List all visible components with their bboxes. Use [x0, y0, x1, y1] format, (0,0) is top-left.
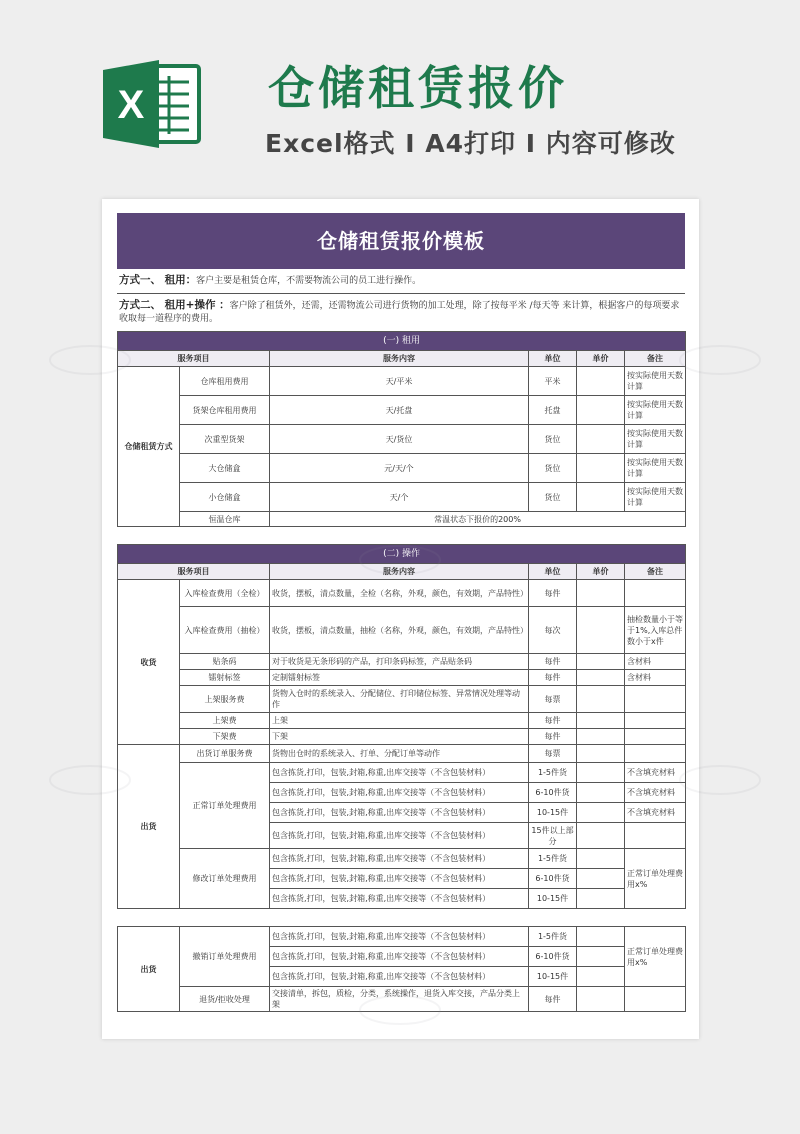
item-cell: 修改订单处理费用 — [180, 849, 270, 909]
note-cell: 按实际使用天数计算 — [625, 367, 686, 396]
price-cell[interactable] — [577, 454, 625, 483]
content-cell: 包含拣货,打印，包装,封箱,称重,出库交接等（不含包装材料） — [270, 763, 529, 783]
banner-title: 仓储租赁报价 — [268, 61, 568, 115]
content-cell: 天/货位 — [270, 425, 529, 454]
price-cell[interactable] — [577, 849, 625, 869]
content-cell: 交接清单，拆包，质检，分类，系统操作，退货入库交接，产品分类上架 — [270, 987, 529, 1012]
table-row — [118, 512, 686, 527]
ops-column-headers — [118, 564, 686, 580]
price-cell[interactable] — [577, 686, 625, 713]
unit-cell: 每票 — [529, 686, 577, 713]
price-cell[interactable] — [577, 987, 625, 1012]
banner-subtitle: Excel格式 I A4打印 I 内容可修改 — [265, 129, 676, 158]
unit-cell: 每件 — [529, 654, 577, 670]
content-cell: 天/平米 — [270, 367, 529, 396]
note-cell — [625, 745, 686, 763]
unit-cell: 1-5件货 — [529, 927, 577, 947]
unit-cell: 10-15件 — [529, 967, 577, 987]
note-cell: 正常订单处理费用x% — [625, 927, 686, 987]
mode-one — [117, 269, 685, 294]
content-cell: 天/托盘 — [270, 396, 529, 425]
note-cell: 按实际使用天数计算 — [625, 454, 686, 483]
content-cell: 货物入仓时的系统录入、分配储位、打印储位标签、异常情况处理等动作 — [270, 686, 529, 713]
content-cell: 收货，摆板，清点数量，抽检（名称，外观，颜色，有效期，产品特性） — [270, 607, 529, 654]
unit-cell: 托盘 — [529, 396, 577, 425]
price-cell[interactable] — [577, 823, 625, 849]
header-note: 备注 — [625, 564, 686, 580]
table-row — [118, 367, 686, 396]
table-row — [118, 686, 686, 713]
note-cell — [625, 580, 686, 607]
excel-logo-letter: X — [117, 83, 145, 127]
note-cell — [625, 713, 686, 729]
note-cell: 抽检数量小于等于1%,入库总件数小于x件 — [625, 607, 686, 654]
rent-section-header — [118, 332, 686, 351]
content-cell: 元/天/个 — [270, 454, 529, 483]
price-cell[interactable] — [577, 783, 625, 803]
header-content: 服务内容 — [270, 351, 529, 367]
table-row — [118, 483, 686, 512]
content-cell: 下架 — [270, 729, 529, 745]
item-cell: 出货订单服务费 — [180, 745, 270, 763]
banner — [0, 0, 800, 180]
table-row — [118, 745, 686, 763]
unit-cell: 每票 — [529, 745, 577, 763]
item-cell: 贴条码 — [180, 654, 270, 670]
excel-icon — [103, 58, 203, 150]
mode-one-label: 方式一、 租用： — [119, 274, 197, 286]
content-cell: 包含拣货,打印，包装,封箱,称重,出库交接等（不含包装材料） — [270, 783, 529, 803]
content-cell: 包含拣货,打印，包装,封箱,称重,出库交接等（不含包装材料） — [270, 869, 529, 889]
item-cell: 入库检查费用（全检） — [180, 580, 270, 607]
unit-cell: 平米 — [529, 367, 577, 396]
header-note: 备注 — [625, 351, 686, 367]
price-cell[interactable] — [577, 713, 625, 729]
content-cell: 天/个 — [270, 483, 529, 512]
header-price: 单价 — [577, 564, 625, 580]
unit-cell: 1-5件货 — [529, 849, 577, 869]
operations-table-continued — [117, 926, 686, 1012]
unit-cell: 每次 — [529, 607, 577, 654]
unit-cell: 每件 — [529, 670, 577, 686]
content-cell: 货物出仓时的系统录入、打单、分配订单等动作 — [270, 745, 529, 763]
price-cell[interactable] — [577, 745, 625, 763]
note-cell: 正常订单处理费用x% — [625, 849, 686, 909]
item-cell: 货架仓库租用费用 — [180, 396, 270, 425]
content-cell: 包含拣货,打印，包装,封箱,称重,出库交接等（不含包装材料） — [270, 927, 529, 947]
unit-cell: 每件 — [529, 713, 577, 729]
header-unit: 单位 — [529, 564, 577, 580]
unit-cell: 6-10件货 — [529, 947, 577, 967]
content-cell: 包含拣货,打印，包装,封箱,称重,出库交接等（不含包装材料） — [270, 947, 529, 967]
rent-column-headers — [118, 351, 686, 367]
unit-cell: 每件 — [529, 580, 577, 607]
table-row — [118, 396, 686, 425]
unit-cell: 6-10件货 — [529, 783, 577, 803]
unit-cell: 每件 — [529, 987, 577, 1012]
rent-section-title: (一) 租用 — [118, 332, 686, 351]
price-cell[interactable] — [577, 580, 625, 607]
price-cell[interactable] — [577, 396, 625, 425]
operations-table — [117, 544, 686, 909]
price-cell[interactable] — [577, 803, 625, 823]
item-cell: 仓库租用费用 — [180, 367, 270, 396]
table-row — [118, 763, 686, 783]
unit-cell: 货位 — [529, 483, 577, 512]
note-cell: 不含填充材料 — [625, 803, 686, 823]
item-cell: 上架服务费 — [180, 686, 270, 713]
note-cell: 不含填充材料 — [625, 763, 686, 783]
price-cell[interactable] — [577, 670, 625, 686]
header-item: 服务项目 — [118, 351, 270, 367]
item-cell: 入库检查费用（抽检） — [180, 607, 270, 654]
note-cell — [625, 729, 686, 745]
price-cell[interactable] — [577, 869, 625, 889]
group-label: 出货 — [118, 745, 180, 909]
price-cell[interactable] — [577, 947, 625, 967]
note-cell: 含材料 — [625, 654, 686, 670]
item-cell: 正常订单处理费用 — [180, 763, 270, 849]
item-cell: 恒温仓库 — [180, 512, 270, 527]
table-row — [118, 654, 686, 670]
mode-two-text: 客户除了租赁外，还需，还需物流公司进行货物的加工处理，除了按每平米 /每天等 来计算，根据客户的每项要求收取每一道程序的费用。 — [119, 301, 680, 324]
note-cell — [625, 686, 686, 713]
price-cell[interactable] — [577, 889, 625, 909]
table-row — [118, 713, 686, 729]
price-cell[interactable] — [577, 367, 625, 396]
mode-two-label: 方式二、 租用+操作 ： — [119, 299, 230, 311]
content-cell: 收货，摆板，清点数量，全检（名称，外观，颜色，有效期，产品特性） — [270, 580, 529, 607]
content-cell: 包含拣货,打印，包装,封箱,称重,出库交接等（不含包装材料） — [270, 803, 529, 823]
header-item: 服务项目 — [118, 564, 270, 580]
item-cell: 下架费 — [180, 729, 270, 745]
note-cell — [625, 987, 686, 1012]
unit-cell: 1-5件货 — [529, 763, 577, 783]
note-cell: 按实际使用天数计算 — [625, 396, 686, 425]
unit-cell: 6-10件货 — [529, 869, 577, 889]
sheet-title: 仓储租赁报价模板 — [117, 213, 685, 269]
note-cell: 按实际使用天数计算 — [625, 425, 686, 454]
table-row — [118, 425, 686, 454]
group-label: 收货 — [118, 580, 180, 745]
table-row — [118, 729, 686, 745]
item-cell: 次重型货架 — [180, 425, 270, 454]
header-content: 服务内容 — [270, 564, 529, 580]
mode-one-text: 客户主要是租赁仓库，不需要物流公司的员工进行操作。 — [196, 276, 422, 286]
price-cell[interactable] — [577, 425, 625, 454]
table-row — [118, 580, 686, 607]
unit-cell: 货位 — [529, 425, 577, 454]
table-row — [118, 607, 686, 654]
price-cell[interactable] — [577, 927, 625, 947]
price-cell[interactable] — [577, 607, 625, 654]
price-cell[interactable] — [577, 729, 625, 745]
price-cell[interactable] — [577, 483, 625, 512]
note-cell: 含材料 — [625, 670, 686, 686]
table-row — [118, 927, 686, 947]
group-label: 仓储租赁方式 — [118, 367, 180, 527]
unit-cell: 15件以上部分 — [529, 823, 577, 849]
table-row — [118, 849, 686, 869]
merged-content-cell: 常温状态下报价的200% — [270, 512, 686, 527]
group-label: 出货 — [118, 927, 180, 1012]
mode-two — [117, 294, 685, 331]
price-cell[interactable] — [577, 967, 625, 987]
item-cell: 小仓储盒 — [180, 483, 270, 512]
item-cell: 撤销订单处理费用 — [180, 927, 270, 987]
content-cell: 上架 — [270, 713, 529, 729]
item-cell: 上架费 — [180, 713, 270, 729]
table-row — [118, 454, 686, 483]
note-cell — [625, 823, 686, 849]
item-cell: 镭射标签 — [180, 670, 270, 686]
table-row — [118, 987, 686, 1012]
content-cell: 包含拣货,打印，包装,封箱,称重,出库交接等（不含包装材料） — [270, 823, 529, 849]
item-cell: 退货/拒收处理 — [180, 987, 270, 1012]
content-cell: 包含拣货,打印，包装,封箱,称重,出库交接等（不含包装材料） — [270, 849, 529, 869]
header-price: 单价 — [577, 351, 625, 367]
price-cell[interactable] — [577, 654, 625, 670]
content-cell: 包含拣货,打印，包装,封箱,称重,出库交接等（不含包装材料） — [270, 889, 529, 909]
note-cell: 不含填充材料 — [625, 783, 686, 803]
content-cell: 对于收货是无条形码的产品，打印条码标签，产品贴条码 — [270, 654, 529, 670]
rent-table — [117, 331, 686, 527]
unit-cell: 每件 — [529, 729, 577, 745]
ops-section-header — [118, 545, 686, 564]
content-cell: 包含拣货,打印，包装,封箱,称重,出库交接等（不含包装材料） — [270, 967, 529, 987]
spreadsheet — [117, 213, 685, 1012]
table-row — [118, 670, 686, 686]
unit-cell: 10-15件 — [529, 803, 577, 823]
item-cell: 大仓储盒 — [180, 454, 270, 483]
note-cell: 按实际使用天数计算 — [625, 483, 686, 512]
header-unit: 单位 — [529, 351, 577, 367]
content-cell: 定制镭射标签 — [270, 670, 529, 686]
price-cell[interactable] — [577, 763, 625, 783]
ops-section-title: (二) 操作 — [118, 545, 686, 564]
unit-cell: 货位 — [529, 454, 577, 483]
unit-cell: 10-15件 — [529, 889, 577, 909]
